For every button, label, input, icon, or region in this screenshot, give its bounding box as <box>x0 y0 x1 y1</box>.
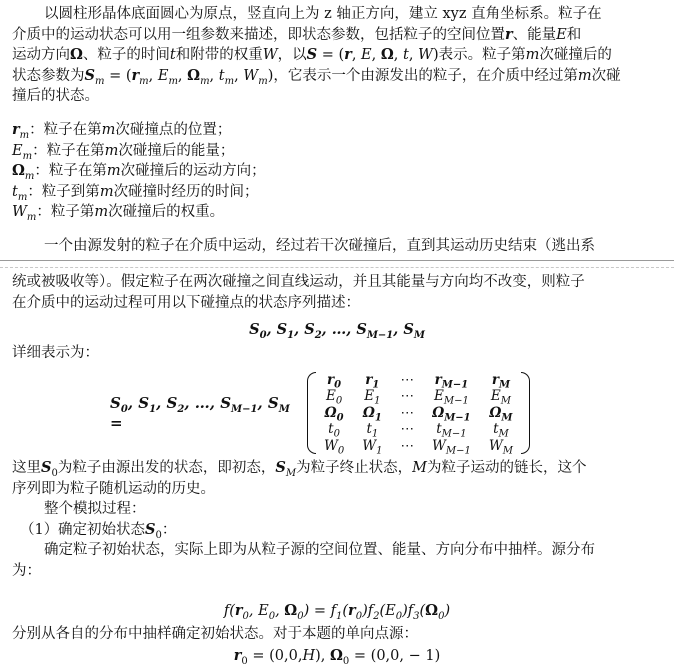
text-line: 状态参数为$S_m = (r_m$, $E_m$, $\Omega_m$, $t_m$, $W_m$)，它表示一个由源发出的粒子，在介质中经过第m次碰 <box>12 66 621 87</box>
definition-omega: $\Omega_m$：粒子在第m次碰撞后的运动方向； <box>12 162 266 182</box>
state-matrix <box>307 372 530 455</box>
history-paragraph-start <box>0 236 674 257</box>
text-line: 序列即为粒子随机运动的历史。 <box>12 480 215 497</box>
initial-state-paragraph <box>0 458 674 581</box>
matrix-row <box>315 438 522 455</box>
matrix-cell: $\Omega_0$ <box>324 404 344 424</box>
matrix-row <box>315 372 522 389</box>
state-sequence-equation: $S_0$, $S_1$, $S_2$, …, $S_{M-1}$, $S_M$ <box>249 321 425 341</box>
matrix-cell: $t_1$ <box>366 421 379 440</box>
matrix-cell: $W_M$ <box>488 437 513 457</box>
page-break <box>0 260 674 268</box>
text-line: 介质中的运动状态可以用一组参数来描述，即状态参数，包括粒子的空间位置r、能量E和 <box>12 25 582 43</box>
detail-label <box>0 343 674 364</box>
matrix-cell: $\Omega_{M-1}$ <box>432 404 471 424</box>
matrix-cell: ⋯ <box>400 404 414 421</box>
text-line: 撞后的状态。 <box>12 88 99 104</box>
matrix-cell: $r_1$ <box>365 371 380 391</box>
text-line: 为： <box>12 562 41 579</box>
text-line: 统或被吸收等）。假定粒子在两次碰撞之间直线运动，并且其能量与方向均不改变，则粒子 <box>12 274 585 290</box>
matrix-cell: ⋯ <box>400 388 414 405</box>
history-paragraph <box>0 272 674 313</box>
matrix-cell: $\Omega_1$ <box>362 404 382 424</box>
definition-W: $W_m$：粒子第m次碰撞后的权重。 <box>12 204 225 223</box>
point-source-equation: $r_0 = (0,0,H)$, $\Omega_0 = (0,0$, − 1) <box>233 647 441 667</box>
text-line: 一个由源发射的粒子在介质中运动，经过若干次碰撞后，直到其运动历史结束（逃出系 <box>44 238 595 254</box>
matrix-cell: $E_{M-1}$ <box>434 388 469 407</box>
text-line: 在介质中的运动过程可用以下碰撞点的状态序列描述： <box>12 294 360 311</box>
definition-t: $t_m$：粒子到第m次碰撞时经历的时间； <box>12 183 259 203</box>
state-matrix-equation <box>110 364 530 462</box>
matrix-cell: $E_M$ <box>490 388 511 407</box>
matrix-cell: ⋯ <box>400 371 414 388</box>
text-line: 以圆柱形晶体底面圆心为原点，竖直向上为 z 轴正方向，建立 xyz 直角坐标系。粒子在 <box>44 6 602 22</box>
definition-list <box>0 120 652 223</box>
matrix-lhs: $S_0$, $S_1$, $S_2$, …, $S_{M-1}$, $S_M$ = <box>110 393 290 432</box>
text-line: 详细表示为： <box>12 345 99 361</box>
intro-paragraph <box>0 4 674 107</box>
matrix-cell: $\Omega_M$ <box>489 404 513 424</box>
matrix-row <box>315 388 522 405</box>
matrix-cell: $r_0$ <box>327 371 342 391</box>
matrix-cell: $W_1$ <box>362 437 383 457</box>
matrix-cell: $E_0$ <box>325 388 343 407</box>
matrix-row <box>315 405 522 422</box>
matrix-cell: $r_{M-1}$ <box>434 371 469 391</box>
matrix-row <box>315 421 522 438</box>
matrix-cell: $E_1$ <box>364 388 381 407</box>
text-line: 整个模拟过程： <box>44 501 146 517</box>
text-line: 运动方向Ω、粒子的时间t和附带的权重W，以S = (r, E, Ω, t, W)表示。粒子第m次碰撞后的 <box>12 46 612 63</box>
matrix-cell: ⋯ <box>400 421 414 438</box>
definition-r: $r_m$：粒子在第m次碰撞点的位置； <box>12 121 232 141</box>
text-line: 确定粒子初始状态，实际上即为从粒子源的空间位置、能量、方向分布中抽样。源分布 <box>44 542 595 558</box>
text-line: 这里$S_0$为粒子由源出发的状态，即初态，$S_M$为粒子终止状态，M为粒子运动的链长，这个 <box>12 459 587 479</box>
sampling-paragraph <box>0 624 674 645</box>
matrix-cell: ⋯ <box>400 437 414 454</box>
matrix-cell: $t_{M-1}$ <box>436 421 467 440</box>
matrix-cell: $t_0$ <box>328 421 340 440</box>
matrix-cell: $W_{M-1}$ <box>431 437 471 457</box>
step-heading: （1）确定初始状态$S_0$： <box>20 520 177 541</box>
matrix-cell: $r_M$ <box>491 371 511 391</box>
text-line: 分别从各自的分布中抽样确定初始状态。对于本题的单向点源： <box>12 626 418 642</box>
source-distribution-equation: $f(r_0$, $E_0$, $\Omega_0) = f_1(r_0)f_2(E_0)f_3(\Omega_0)$ <box>223 602 451 622</box>
definition-E: $E_m$：粒子在第m次碰撞后的能量； <box>12 142 235 162</box>
matrix-cell: $W_0$ <box>323 437 345 457</box>
matrix-cell: $t_M$ <box>493 421 509 440</box>
